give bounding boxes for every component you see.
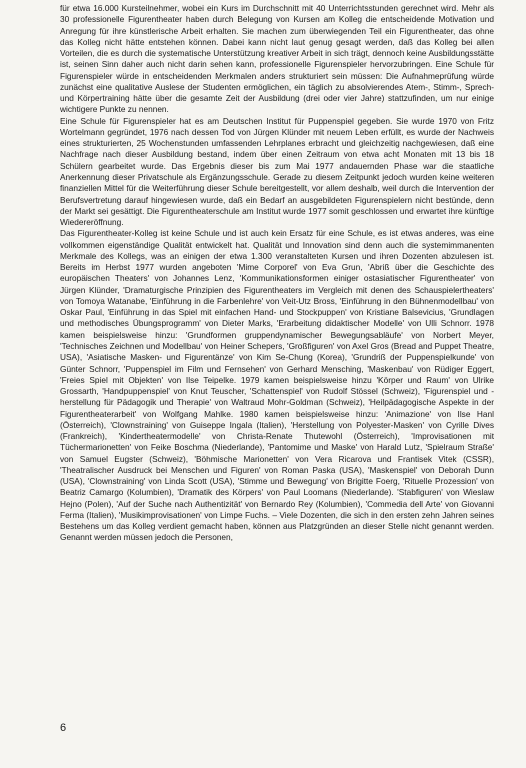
body-text (60, 3, 494, 544)
page-number: 6 (60, 722, 67, 734)
paragraph: Das Figurentheater-Kolleg ist keine Schule und ist auch kein Ersatz für eine Schule, es ist etwas anderes, was eine vollkommen eigenständige Qualität entwickelt hat. Qualität und Innovation sind denn auch die systemimmanenten Merkmale des Kollegs, was an einigen der etwa 1.300 veranstalteten Kursen und ihren Dozenten abzulesen ist. Bereits im Herbst 1977 wurden angeboten 'Mime Corporel' von Eva Grun, 'Abriß über die Geschichte des europäischen Theaters' von Johannes Lenz, 'Kommunikationsformen einiger ostasiatischer Figurentheater' von Jürgen Klünder, 'Dramaturgische Prinzipien des Figurentheaters im Vergleich mit denen des Schauspielertheaters' von Tomoya Watanabe, 'Einführung in die Farbenlehre' von Veit-Utz Bross, 'Einführung in den Bühnenmodellbau' von Oskar Paul, 'Einführung in das Spiel mit einfachen Hand- und Stockpuppen' von Kristiane Balsevicius, 'Grundlagen und methodisches Übungsprogramm' von Dieter Marks, 'Erarbeitung didaktischer Modelle' von Ulli Schnorr. 1978 kamen beispielsweise hinzu: 'Grundformen gruppendynamischer Bewegungsabläufe' von Norbert Meyer, 'Technisches Zeichnen und Modellbau' von Heiner Schepers, 'Großfiguren' von Axel Gros (Bread and Puppet Theatre, USA), 'Asiatische Masken- und Figurentänze' von Kim Se-Chung (Korea), 'Grundriß der Puppenspielkunde' von Günter Schnorr, 'Puppenspiel im Film und Fernsehen' von Gerhard Mensching, 'Maskenbau' von Rüdiger Eggert, 'Freies Spiel mit Objekten' von Ilse Teipelke. 1979 kamen beispielsweise hinzu 'Körper und Raum' von Ulrike Grossarth, 'Handpuppenspiel' von Knut Teuscher, 'Schattenspiel' von Rudolf Stössel (Schweiz), 'Figurenspiel und -herstellung für Pädagogik und Therapie' von Waltraud Mohr-Goldman (Schweiz), 'Heilpädagogische Aspekte in der Figurentheaterarbeit' von Wolfgang Mahlke. 1980 kamen beispielsweise hinzu: 'Animazione' von Ilse Hanl (Österreich), 'Clownstraining' von Guiseppe Ingala (Italien), 'Herstellung von Polyester-Masken' von Cyrille Dives (Frankreich), 'Kindertheatermodelle' von Christa-Renate Thutewohl (Österreich), 'Improvisationen mit Tüchermarionetten' von Feike Boschma (Niederlande), 'Pantomime und Maske' von Harald Lutz, 'Spielraum Straße' von Samuel Eugster (Schweiz), 'Böhmische Marionetten' von Vera Ricarova und Frantisek Vitek (CSSR), 'Theatralischer Ausdruck bei Menschen und Figuren' von Roman Paska (USA), 'Maskenspiel' von Deborah Dunn (USA), 'Clownstraining' von Linda Scott (USA), 'Stimme und Bewegung' von Brigitte Foerg, 'Rituelle Prozession' von Beatriz Camargo (Kolumbien), 'Dramatik des Körpers' von Paul Loomans (Niederlande). 'Stabfiguren' von Wieslaw Hejno (Polen), 'Auf der Suche nach Authentizität' von Bernardo Rey (Kolumbien), 'Commedia dell Arte' von Giovanni Ferma (Italien), 'Musikimprovisationen' von Limpe Fuchs. – Viele Dozenten, die sich in den ersten zehn Jahren seines Bestehens um das Kolleg verdient gemacht haben, können aus Platzgründen an dieser Stelle nicht genannt werden. Genannt werden müssen jedoch die Personen, (60, 228, 494, 543)
paragraph: für etwa 16.000 Kursteilnehmer, wobei ein Kurs im Durchschnitt mit 40 Unterrichtsstunden gerechnet wird. Mehr als 30 professionelle Figurentheater haben durch Belegung von Kursen am Kolleg die entscheidende Motivation und Anregung für ihre künstlerische Arbeit erhalten. Sie machen zum überwiegenden Teil ein Figurentheater, das ohne das Kolleg nicht hätte entstehen können. Dabei kann nicht laut genug gesagt werden, daß das Kolleg bei allen Vorteilen, die es durch die systematische Unterstützung kreativer Arbeit in sich trägt, dennoch keine Ausbildungsstätte ist, seinen Sinn daher auch nicht darin sehen kann, professionelle Figurenspieler hervorzubringen. Eine Schule für Figurenspieler würde in entscheidenden Merkmalen anders strukturiert sein müssen: Die Aufnahmeprüfung würde zunächst eine qualitative Auslese der Studenten ermöglichen, ein täglich zu absolvierendes Atem-, Stimm-, Sprech- und Körpertraining hätte über die gesamte Zeit der Ausbildung (drei oder vier Jahre) stattzufinden, um nur einige wichtigere Punkte zu nennen. (60, 3, 494, 115)
paragraph: Eine Schule für Figurenspieler hat es am Deutschen Institut für Puppenspiel gegeben. Sie wurde 1970 von Fritz Wortelmann gegründet, 1976 nach dessen Tod von Jürgen Klünder mit neuem Leben erfüllt, es wurde der Nachweis eines strukturierten, 25 Wochenstunden umfassenden Lehrplanes erbracht und gleichzeitig nachgewiesen, daß eine Nachfrage nach dieser Ausbildung bestand, indem über einen Zeitraum von etwa acht Monaten mit 13 bis 18 Schülern gearbeitet wurde. Das Ergebnis dieser bis zum Mai 1977 andauernden Phase war die staatliche Anerkennung dieser Privatschule als Ergänzungsschule. Gerade zu diesem Zeitpunkt jedoch wurden keine weiteren finanziellen Mittel für die Weiterführung dieser Schule bereitgestellt, vor allem deshalb, weil durch die Intervention der Berufsvertretung darauf hingewiesen wurde, daß ein Bedarf an ausgebildeten Figurenspielern nicht bestünde, denn der Markt sei gesättigt. Die Figurentheaterschule am Institut wurde 1977 somit geschlossen und erwartet ihre künftige Wiedereröffnung. (60, 115, 494, 228)
